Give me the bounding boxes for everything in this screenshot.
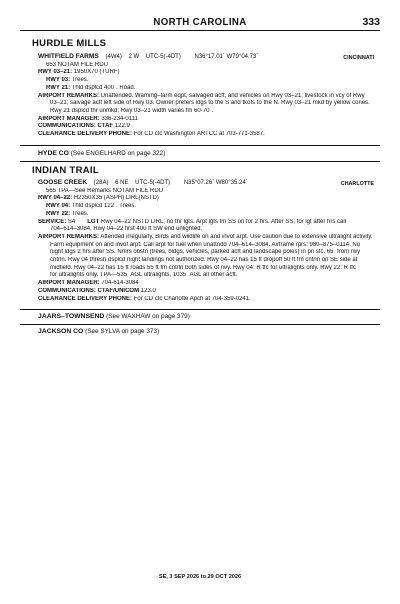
airport-coords: N36°17.01´ W79°04.73´ (194, 54, 259, 60)
section-divider (20, 309, 380, 310)
elev-notam: 565 TPA—See Remarks NOTAM FILE RDU (46, 187, 164, 194)
airport-remarks-line-1: AIRPORT REMARKS: Unattended. Warning–farm eqpt, salvaged acft, and vehicles on Rwy 03–21; livestock in vcy of Rwy (38, 92, 365, 99)
service-line-1: SERVICE: S4 LGT Rwy 04–22 NSTD LIRL; no thr lgts. Arpt lgts fm SS on for 2 hrs. After SS; for lgt after hrs call (38, 218, 347, 225)
runway-21-line: RWY 21: Thld dsplcd 400´. Road. (46, 84, 136, 91)
airport-title-line (38, 179, 374, 188)
airport-remarks-line-2: 03–21; salvage acft left side of Rwy 03. Owner prefers ldgs to the S and tkofs to the N. Rwy 03–21 mkd by yellow cones. (50, 100, 370, 107)
cross-ref-name: JACKSON CO (38, 328, 84, 335)
page-number: 333 (362, 16, 380, 28)
airport-entry-goose-creek (38, 179, 374, 303)
airport-utc: UTC-5(-4DT) (145, 54, 181, 60)
airport-manager-line: AIRPORT MANAGER: 704-614-3084 (38, 280, 139, 287)
runway-22-line: RWY 22: Trees. (46, 210, 89, 217)
communications-line: COMMUNICATIONS: CTAF/UNICOM 123.0 (38, 287, 156, 294)
airport-name: WHITFIELD FARMS (38, 53, 99, 60)
runway-03-line: RWY 03: Trees. (46, 77, 89, 84)
cross-ref-text: (See ENGELHARD on page 322) (70, 150, 166, 157)
city-heading-hurdle-mills: HURDLE MILLS (32, 38, 107, 49)
airport-distance: 2 W (128, 54, 140, 60)
runway-line: RWY 04–22: H2350X35 (ASPH) LIRL(NSTD) (38, 195, 159, 202)
cross-ref-name: JAARS–TOWNSEND (38, 313, 105, 320)
airport-title-line (38, 53, 374, 62)
cross-ref-text: (See WAXHAW on page 379) (106, 313, 190, 320)
page-footer: SE, 3 SEP 2026 to 29 OCT 2026 (158, 574, 242, 580)
airport-entry-whitfield-farms (38, 53, 374, 139)
cross-ref-jackson-co (38, 328, 159, 335)
airport-ident: (28A) (93, 180, 109, 186)
cross-ref-name: HYDE CO (38, 150, 69, 157)
area-label: CINCINNATI (343, 55, 374, 61)
city-heading-indian-trail: INDIAN TRAIL (32, 165, 99, 176)
section-divider (20, 145, 380, 146)
airport-utc: UTC-5(-4DT) (135, 180, 171, 186)
airport-distance: 6 NE (115, 180, 129, 186)
section-divider (20, 161, 380, 162)
airport-coords: N35°07.26´ W80°35.24´ (183, 180, 248, 186)
page-header (20, 10, 380, 30)
airport-name: GOOSE CREEK (38, 179, 88, 186)
airport-remarks-line-2: Farm equipment on and invof arpt. Call arpt for fuel when unattndd 704–614–3084. Airframe rprs: 980–875–0114. No (50, 241, 361, 248)
airport-manager-line: AIRPORT MANAGER: 336-234-0111 (38, 115, 138, 122)
airport-remarks-line-3: Rwy 21 dsplcd thr unmkd; Rwy 03–21 width varies fm 60-70´. (50, 107, 214, 114)
cross-ref-text: (See SYLVA on page 373) (85, 328, 160, 335)
elev-notam: 653 NOTAM FILE RDU (46, 61, 108, 68)
airport-remarks-line-6: for ultralights only. TPA—535´ AGL ultralights, 1035´ AGL all other acft. (50, 272, 238, 279)
airport-remarks-line-3: night ldgs 2 hrs after SS. Nmrs obstn (trees, bldgs, vehicles, parked acft and landscape poles) in pri sfc. 65´ from rwy (50, 249, 361, 256)
airport-remarks-line-4: cntrln. Rwy 04 thresh dsplcd night landings not authorized. Rwy 04–22 has 15 ft dropoff 50 ft fm cntrln on SE side at (50, 257, 358, 264)
communications-line: COMMUNICATIONS: CTAF 122.9 (38, 123, 130, 130)
clearance-delivery-line: CLEARANCE DELIVERY PHONE: For CD ctc Charlotte Apch at 704-359-0241. (38, 295, 251, 302)
area-label: CHARLOTTE (340, 181, 374, 187)
runway-line: RWY 03–21: 1950X70 (TURF) (38, 69, 120, 76)
header-rule (20, 30, 380, 31)
clearance-delivery-line: CLEARANCE DELIVERY PHONE: For CD ctc Washington ARTCC at 703-771-3587. (38, 131, 265, 138)
service-line-2: 704–614–3084. Rwy 04–22 first 400 ft SW end unlighted. (50, 226, 203, 233)
airport-remarks-line-1: AIRPORT REMARKS: Attended irregularly. Birds and wildlife on and invof arpt. Use caution due to extensive ultralight activity. (38, 233, 373, 240)
cross-ref-hyde-co (38, 150, 165, 157)
section-divider (20, 324, 380, 325)
airport-ident: (4W4) (105, 54, 122, 60)
airport-remarks-line-5: midfield. Rwy 04–22 has 15 ft roads 55 ft fm cntrln both sides of rwy. Rwy 04: R tfc for ultralights only. Rwy 22: R tfc (50, 264, 356, 271)
cross-ref-jaars-townsend (38, 313, 190, 320)
runway-04-line: RWY 04: Thld dsplcd 122´. Trees. (46, 203, 137, 210)
state-title: NORTH CAROLINA (153, 16, 247, 28)
